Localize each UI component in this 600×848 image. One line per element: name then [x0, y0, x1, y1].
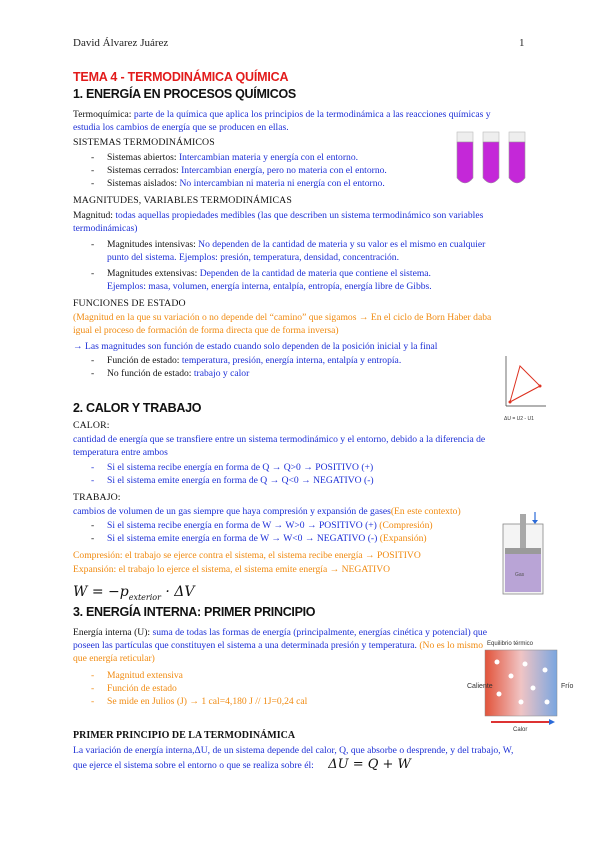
trabajo-list [73, 519, 513, 545]
piston-gas-label: Gas [515, 572, 525, 578]
list-item: - Si el sistema recibe energía en forma de W → W>0 → POSITIVO (+) (Compresión) [73, 519, 513, 532]
header-author: David Álvarez Juárez [73, 37, 169, 49]
list-item: - Si el sistema emite energía en forma de W → W<0 → NEGATIVO (-) (Expansión) [73, 532, 513, 545]
magnitudes-title: MAGNITUDES, VARIABLES TERMODINÁMICAS [73, 195, 292, 206]
energia-interna-definition: Energía interna (U): suma de todas las formas de energía (principalmente, energías cinética y potencial) que poseen las partículas que constituyen el sistema a una determinada presión y temperatura. (No es lo mismo que energía reticular) [73, 627, 487, 664]
calor-arrow-label: Calor [513, 727, 528, 733]
energia-interna-list [73, 669, 453, 708]
section-3-title: 3. ENERGÍA INTERNA: PRIMER PRINCIPIO [73, 605, 316, 619]
funciones-title: FUNCIONES DE ESTADO [73, 298, 186, 309]
trabajo-definition: cambios de volumen de un gas siempre que haya compresión y expansión de gases(En este contexto) [73, 506, 461, 517]
section-1-title: 1. ENERGÍA EN PROCESOS QUÍMICOS [73, 87, 296, 101]
magnitudes-list [73, 238, 509, 293]
list-item: - Magnitudes intensivas: No dependen de la cantidad de materia y su valor es el mismo en cualquier punto del sistema. Ejemplos: presión, temperatura, densidad, concentración. [73, 238, 509, 264]
primer-principio-formula: ΔU = Q + W [328, 757, 411, 772]
list-item: - Función de estado: temperatura, presión, energía interna, entalpía y entropía. [73, 354, 453, 367]
termo-text: parte de la química que aplica los principios de la termodinámica a las reacciones químicas y estudia los cambios de energía que se producen en ellas. [73, 109, 491, 133]
expansion-note: Expansión: el trabajo lo ejerce el sistema, el sistema emite energía → NEGATIVO [73, 564, 391, 575]
tema-title: TEMA 4 - TERMODINÁMICA QUÍMICA [73, 70, 289, 84]
list-item: - Magnitudes extensivas: Dependen de la cantidad de materia que contiene el sistema. Ejemplos: masa, volumen, energía interna, entalpía, entropía, energía libre de Gibbs. [73, 267, 509, 293]
list-item: - Función de estado [73, 682, 453, 695]
termo-label: Termoquímica: [73, 109, 132, 120]
caliente-label: Caliente [467, 683, 493, 690]
frio-label: Frío [561, 683, 574, 690]
list-item: - Sistemas aislados: No intercambian ni materia ni energía con el entorno. [73, 177, 453, 190]
list-item: - Sistemas cerrados: Intercambian energía, pero no materia con el entorno. [73, 164, 453, 177]
list-item: - Si el sistema emite energía en forma de Q → Q<0 → NEGATIVO (-) [73, 474, 503, 487]
compresion-note: Compresión: el trabajo se ejerce contra el sistema, el sistema recibe energía → POSITIVO [73, 550, 421, 561]
piston-figure [497, 510, 549, 598]
equilibrio-label: Equilibrio térmico [487, 641, 534, 647]
thermal-equilibrium-figure [467, 636, 591, 733]
section-2-title: 2. CALOR Y TRABAJO [73, 401, 202, 415]
list-item: - Se mide en Julios (J) → 1 cal=4,180 J // 1J=0,24 cal [73, 695, 453, 708]
magnitud-definition: Magnitud: todas aquellas propiedades medibles (las que describen un sistema termodinámico son variables termodinámicas) [73, 210, 484, 234]
sistemas-title: SISTEMAS TERMODINÁMICOS [73, 137, 215, 148]
test-tubes-figure [452, 130, 530, 192]
list-item: - Si el sistema recibe energía en forma de Q → Q>0 → POSITIVO (+) [73, 461, 503, 474]
termoquimica-definition [73, 108, 505, 134]
test-tube [483, 132, 499, 183]
list-item: - Sistemas abiertos: Intercambian materia y energía con el entorno. [73, 151, 453, 164]
header-page-number: 1 [519, 37, 525, 49]
trabajo-title: TRABAJO: [73, 492, 121, 503]
list-item: - No función de estado: trabajo y calor [73, 367, 453, 380]
test-tube [457, 132, 473, 183]
calor-title: CALOR: [73, 420, 110, 431]
graph-caption: ΔU = U2 - U1 [504, 416, 534, 422]
funciones-orange-note: (Magnitud en la que su variación o no depende del “camino” que sigamos → En el ciclo de Born Haber daba igual el proceso de formación de forma directa que de forma inversa) [73, 312, 492, 336]
calor-list [73, 461, 503, 487]
funciones-blue-note: → Las magnitudes son función de estado cuando solo dependen de la posición inicial y la final [73, 341, 438, 352]
funciones-list [73, 354, 453, 380]
work-formula: $W = -p_{exterior} \cdot \Delta V$ [73, 584, 195, 602]
primer-principio-title: PRIMER PRINCIPIO DE LA TERMODINÁMICA [73, 730, 296, 741]
test-tube [509, 132, 525, 183]
primer-principio-text: La variación de energía interna,ΔU, de un sistema depende del calor, Q, que absorbe o desprende, y del trabajo, W, que ejerce el sistema sobre el entorno o que se realiza sobre él: ΔU = Q + W [73, 745, 514, 772]
sistemas-list [73, 151, 453, 190]
list-item: - Magnitud extensiva [73, 669, 453, 682]
calor-definition: cantidad de energía que se transfiere entre un sistema termodinámico y el entorno, debido a la diferencia de temperatura entre ambos [73, 434, 486, 458]
